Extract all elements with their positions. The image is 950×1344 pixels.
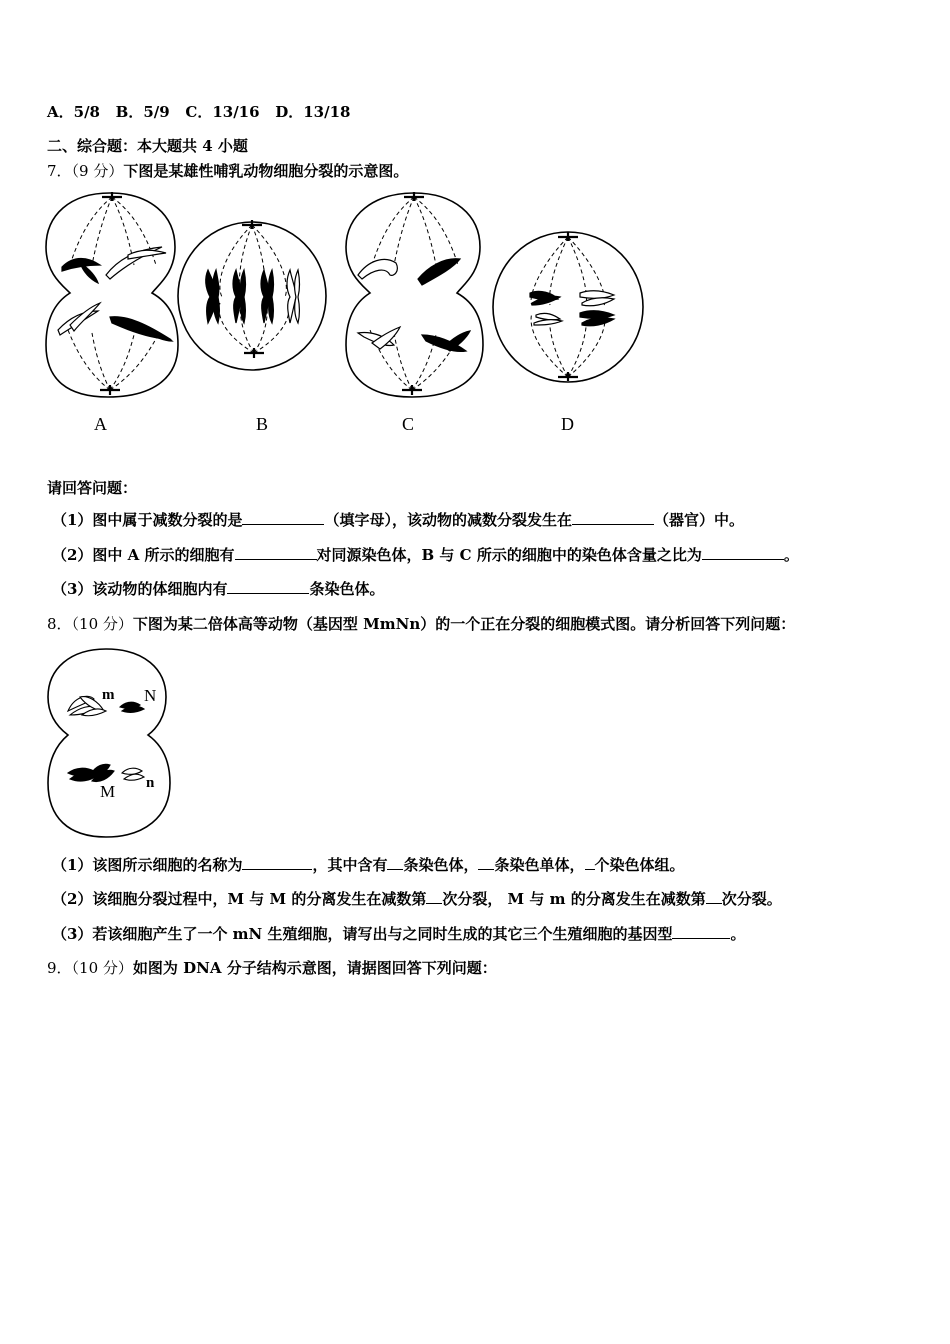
q8-sub1 [52,855,685,875]
q8-header [47,614,795,634]
q8-sub2-blank1[interactable] [426,889,442,904]
choice-b: B．5/9 [115,103,170,121]
cell-a-membrane [46,193,178,397]
q8-sub1-blank3[interactable] [478,855,494,870]
q8-sub1-b: ，其中含有 [312,856,388,874]
q9-stem: 如图为 DNA 分子结构示意图，请据图回答下列问题： [132,959,497,977]
q9-score: （10 分） [71,959,133,977]
q8-cell-membrane [48,649,170,837]
cell-c-membrane [346,193,483,397]
q7-sub3-pre: （3）该动物的体细胞内有 [52,580,228,598]
q8-sub1-blank4[interactable] [585,855,595,870]
q7-sub1 [52,510,744,530]
q7-stem: 下图是某雄性哺乳动物细胞分裂的示意图。 [123,162,409,180]
q8-number: 8． [47,615,72,633]
q7-sub2-blank1[interactable] [235,545,317,560]
q7-sub3 [52,579,384,599]
q7-sub1-blank1[interactable] [242,510,324,525]
q8-cell-figure [44,645,174,840]
q7-score: （9 分） [71,162,124,180]
answer-choices [47,102,350,122]
q8-gene-n: n [146,775,155,791]
q8-sub2-c: 次分裂。 [721,890,782,908]
q8-sub1-c: 条染色体， [403,856,479,874]
q7-number: 7． [47,162,72,180]
q7-header [47,161,408,181]
q7-sub1-pre: （1）图中属于减数分裂的是 [52,511,243,529]
q8-sub2-blank2[interactable] [706,889,722,904]
q8-sub3 [52,924,745,944]
q8-gene-m-top: m [102,687,115,703]
q7-sub2-mid: 对同源染色体，B 与 C 所示的细胞中的染色体含量之比为 [316,546,702,564]
q7-fig-label-a: A [94,414,107,434]
section-title: 二、综合题：本大题共 4 小题 [47,137,248,155]
q7-fig-label-b: B [256,414,269,434]
q7-sub2-blank2[interactable] [702,545,784,560]
q7-fig-label-d: D [561,414,574,434]
q8-sub1-d: 条染色单体， [494,856,585,874]
q8-sub1-e: 个染色体组。 [594,856,685,874]
q8-sub1-blank1[interactable] [242,855,312,870]
q7-prompt: 请回答问题： [47,479,138,497]
choice-d: D．13/18 [275,103,351,121]
cell-b-membrane [178,222,326,370]
q8-sub3-b: 。 [730,925,746,943]
q7-sub2-post: 。 [783,546,799,564]
q8-score: （10 分） [71,615,133,633]
choice-a: A．5/8 [47,103,100,121]
q7-sub1-post: （器官）中。 [653,511,744,529]
q8-sub2-a: （2）该细胞分裂过程中，M 与 M 的分离发生在减数第 [52,890,427,908]
q8-sub1-a: （1）该图所示细胞的名称为 [52,856,243,874]
q7-fig-label-c: C [402,414,415,434]
q9-header [47,958,497,978]
choice-c: C．13/16 [185,103,260,121]
q8-stem: 下图为某二倍体高等动物（基因型 MmNn）的一个正在分裂的细胞模式图。请分析回答下列问题： [132,615,796,633]
q8-gene-N: N [144,686,157,705]
q8-sub3-a: （3）若该细胞产生了一个 mN 生殖细胞，请写出与之同时生成的其它三个生殖细胞的基因型 [52,925,673,943]
q7-sub3-blank[interactable] [227,579,309,594]
q7-sub2-pre: （2）图中 A 所示的细胞有 [52,546,235,564]
q7-sub3-post: 条染色体。 [309,580,385,598]
cell-d-membrane [493,232,643,382]
q8-sub1-blank2[interactable] [387,855,403,870]
q8-sub2-b: 次分裂， M 与 m 的分离发生在减数第 [442,890,706,908]
q7-sub1-mid: （填字母），该动物的减数分裂发生在 [324,511,572,529]
q8-sub3-blank[interactable] [672,924,730,939]
q8-sub2 [52,889,782,909]
q9-number: 9． [47,959,72,977]
q7-sub1-blank2[interactable] [572,510,654,525]
q7-sub2 [52,545,799,565]
q7-cell-division-figure [40,185,650,440]
q8-gene-M: M [100,782,116,801]
